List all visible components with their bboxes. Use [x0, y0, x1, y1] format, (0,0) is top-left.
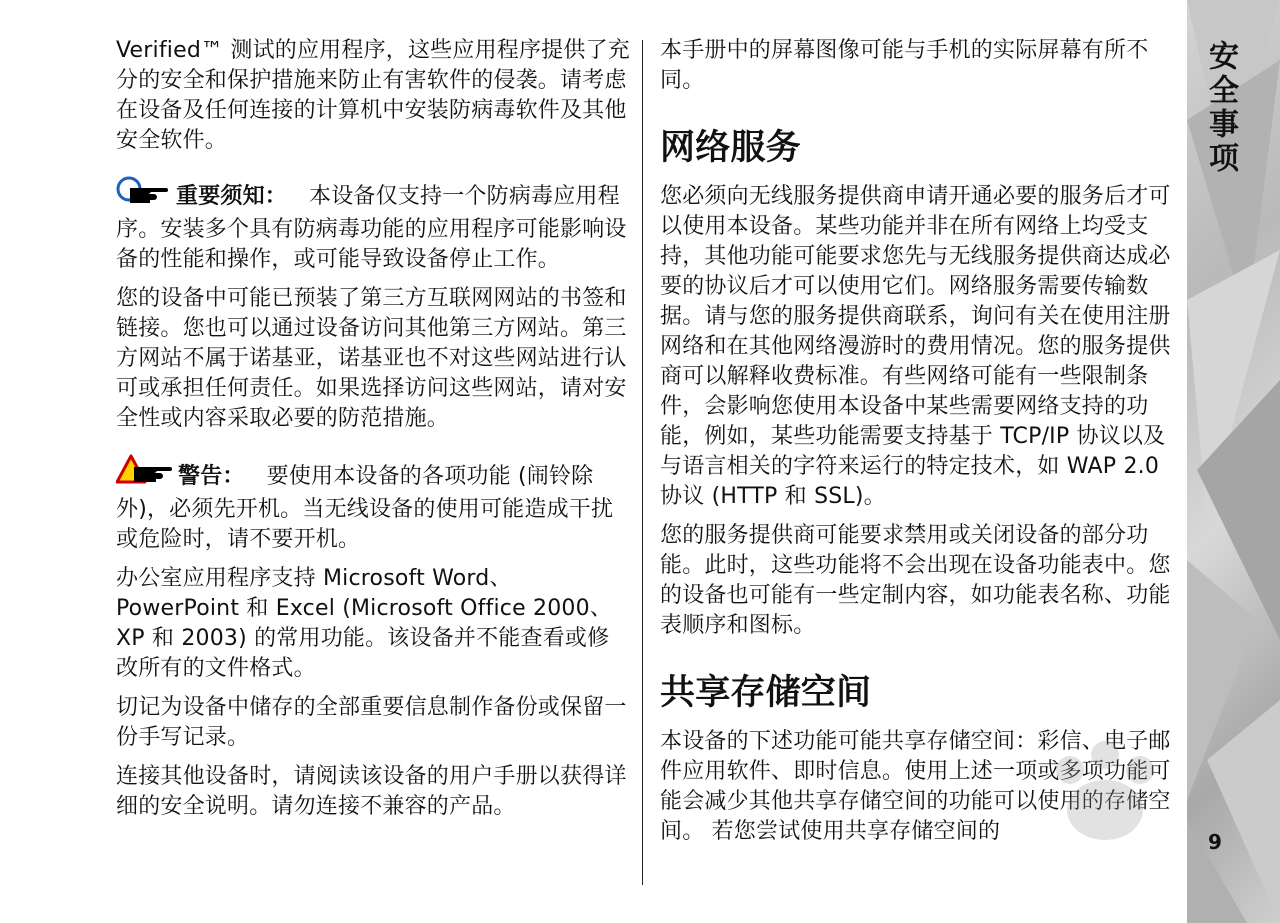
page-number: 9: [1208, 830, 1222, 854]
warning-text: 要使用本设备的各项功能 (闹铃除外)，必须先开机。当无线设备的使用可能造成干扰或危险时，请不要开机。: [116, 464, 614, 552]
section-heading-storage: 共享存储空间: [660, 673, 872, 713]
section-title: 安全事项: [1203, 40, 1238, 176]
section-heading-network: 网络服务: [660, 128, 801, 168]
paragraph: 本设备的下述功能可能共享存储空间：彩信、电子邮件应用软件、即时信息。使用上述一项或多项功能可能会减少其他共享存储空间的功能可以使用的存储空间。 若您尝试使用共享存储空间的: [660, 729, 1171, 844]
paragraph: 您的设备中可能已预装了第三方互联网网站的书签和链接。您也可以通过设备访问其他第三方网站。第三方网站不属于诺基亚，诺基亚也不对这些网站进行认可或承担任何责任。如果选择访问这些网站，请对安全性或内容采取必要的防范措施。: [116, 286, 627, 431]
important-note: [116, 176, 630, 275]
paragraph: 办公室应用程序支持 Microsoft Word、PowerPoint 和 Excel (Microsoft Office 2000、XP 和 2003) 的常用功能。该设备并不能查看或修改所有的文件格式。: [116, 566, 613, 681]
warning-note: [116, 454, 630, 555]
paragraph: Verified™ 测试的应用程序，这些应用程序提供了充分的安全和保护措施来防止有害软件的侵袭。请考虑在设备及任何连接的计算机中安装防病毒软件及其他安全软件。: [116, 38, 630, 153]
paragraph: 切记为设备中储存的全部重要信息制作备份或保留一份手写记录。: [116, 695, 627, 750]
warning-label: 警告：: [178, 464, 245, 489]
note-label: 重要须知：: [176, 184, 288, 209]
note-text: 本设备仅支持一个防病毒应用程序。安装多个具有防病毒功能的应用程序可能影响设备的性能和操作，或可能导致设备停止工作。: [116, 184, 627, 272]
left-column: [116, 36, 630, 831]
warning-hand-icon: [116, 454, 174, 495]
paragraph: 您的服务提供商可能要求禁用或关闭设备的部分功能。此时，这些功能将不会出现在设备功能表中。您的设备也可能有一些定制内容，如功能表名称、功能表顺序和图标。: [660, 523, 1171, 638]
side-tab: [1187, 0, 1280, 923]
column-divider: [642, 40, 643, 885]
right-column: [660, 36, 1172, 856]
paragraph: 连接其他设备时，请阅读该设备的用户手册以获得详细的安全说明。请勿连接不兼容的产品。: [116, 764, 627, 819]
paragraph: 您必须向无线服务提供商申请开通必要的服务后才可以使用本设备。某些功能并非在所有网络上均受支持，其他功能可能要求您先与无线服务提供商达成必要的协议后才可以使用它们。网络服务需要传输数据。请与您的服务提供商联系，询问有关在使用注册网络和在其他网络漫游时的费用情况。您的服务提供商可以解释收费标准。有些网络可能有一些限制条件，会影响您使用本设备中某些需要网络支持的功能，例如，某些功能需要支持基于 TCP/IP 协议以及与语言相关的字符来运行的特定技术，如 WAP 2.0 协议 (HTTP 和 SSL)。: [660, 184, 1171, 509]
info-hand-icon: [116, 176, 172, 215]
paragraph: 本手册中的屏幕图像可能与手机的实际屏幕有所不同。: [660, 38, 1149, 93]
